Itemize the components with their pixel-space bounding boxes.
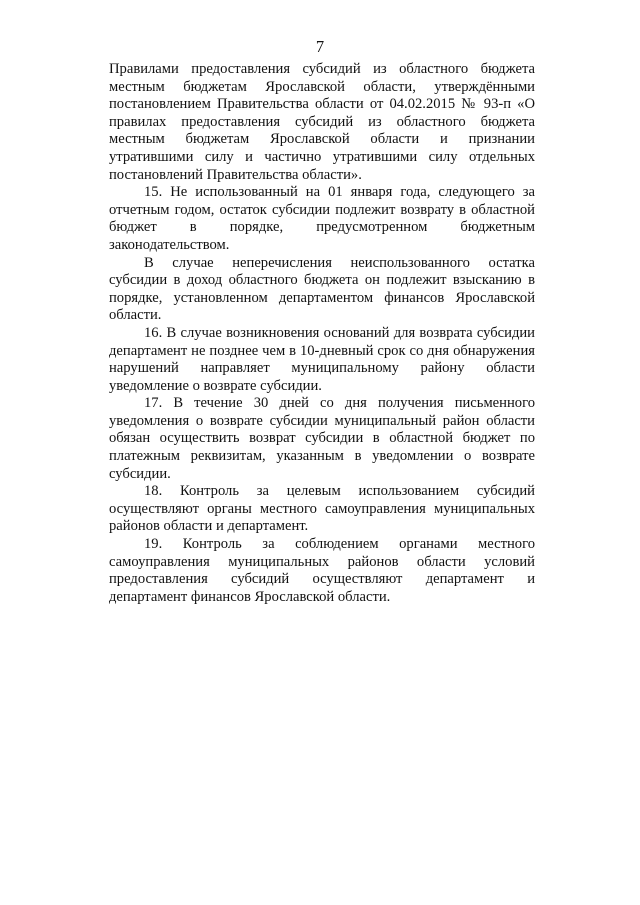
paragraph-continuation: Правилами предоставления субсидий из областного бюджета местным бюджетам Ярославской области, утверждёнными постановлением Правительства области от 04.02.2015 № 93-п «О правилах предоставления субсидий из областного бюджета местным бюджетам Ярославской области и признании утратившими силу и частично утратившими силу отдельных постановлений Правительства области». [109, 61, 535, 183]
paragraph-item-19: 19. Контроль за соблюдением органами местного самоуправления муниципальных районов области условий предоставления субсидий осуществляют департамент и департамент финансов Ярославской области. [109, 536, 535, 605]
paragraph-item-15: 15. Не использованный на 01 января года, следующего за отчетным годом, остаток субсидии подлежит возврату в областной бюджет в порядке, предусмотренном бюджетным законодательством. [109, 184, 535, 253]
document-body [109, 61, 535, 606]
paragraph-item-15-note: В случае неперечисления неиспользованного остатка субсидии в доход областного бюджета он подлежит взысканию в порядке, установленном департаментом финансов Ярославской области. [109, 254, 535, 324]
page-number: 7 [315, 37, 325, 56]
paragraph-item-16: 16. В случае возникновения оснований для возврата субсидии департамент не позднее чем в 10-дневный срок со дня обнаружения нарушений направляет муниципальному району области уведомление о возврате субсидии. [109, 324, 535, 394]
paragraph-item-17: 17. В течение 30 дней со дня получения письменного уведомления о возврате субсидии муниципальный район области обязан осуществить возврат субсидии в областной бюджет по платежным реквизитам, указанным в уведомлении о возврате субсидии. [109, 395, 535, 482]
paragraph-item-18: 18. Контроль за целевым использованием субсидий осуществляют органы местного самоуправления муниципальных районов области и департамент. [109, 483, 535, 535]
